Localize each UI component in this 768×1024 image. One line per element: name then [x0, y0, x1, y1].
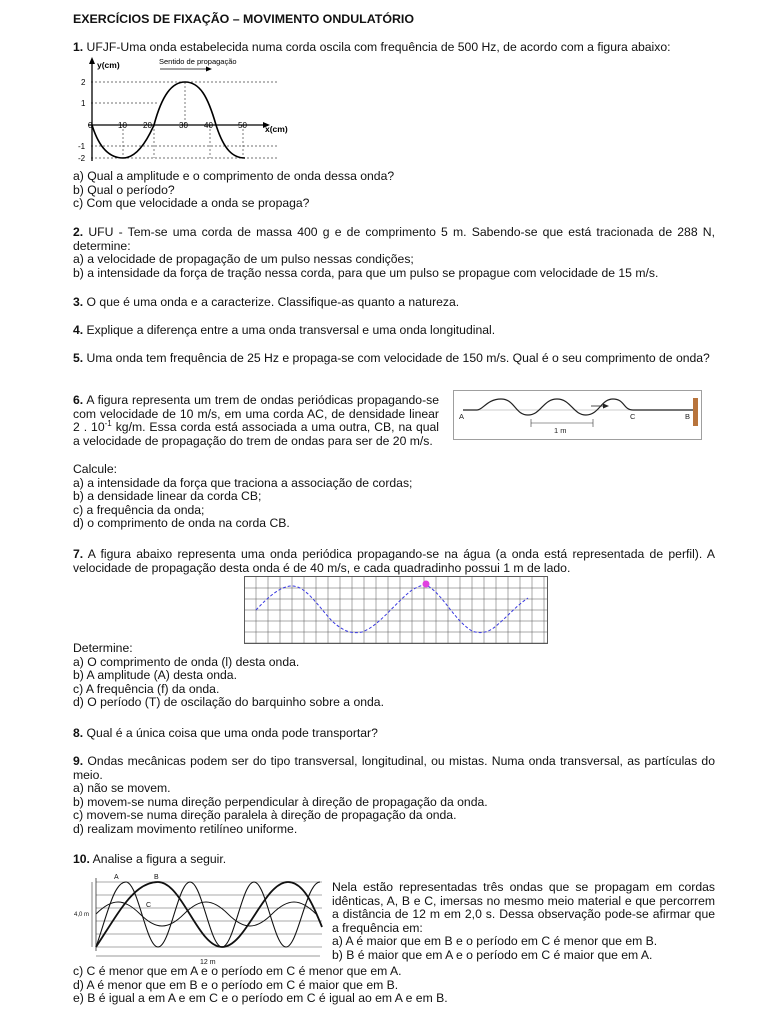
- x-axis-label: x(cm): [265, 124, 288, 134]
- length-label: 12 m: [200, 959, 216, 966]
- item: a) a intensidade da força que traciona a associação de cordas;: [73, 475, 413, 490]
- question-2: [73, 226, 715, 280]
- question-text: A figura representa um trem de ondas periódicas propagando-se com velocidade de 10 m/s, em uma corda AC, de densidade linear 2 . 10: [73, 393, 439, 435]
- question-number: 3.: [73, 295, 84, 309]
- wave-a-label: A: [114, 874, 119, 881]
- question-text: A figura abaixo representa uma onda periódica propagando-se na água (a onda está representada de perfil). A velocidade de propagação desta onda é de 40 m/s, e cada quadradinho possui 1 m de lado.: [73, 547, 715, 575]
- item: d) O período (T) de oscilação do barquinho sobre a onda.: [73, 695, 384, 710]
- question-number: 4.: [73, 323, 84, 337]
- figure-7-water-wave: [244, 576, 548, 644]
- superscript: -1: [104, 419, 112, 429]
- point-b-label: B: [685, 412, 691, 421]
- figure-6-rope: [453, 390, 703, 440]
- height-label: 4,0 m: [74, 912, 90, 918]
- question-text: Nela estão representadas três ondas que se propagam em cordas idênticas, A, B e C, imersas no mesmo meio material e que percorrem a distância de 12 m em 2,0 s. Dessa observação pode-se afirmar que a frequência em:: [332, 880, 715, 935]
- question-number: 5.: [73, 351, 84, 365]
- question-9: [73, 755, 715, 837]
- question-text: Explique a diferença entre a uma onda transversal e uma onda longitudinal.: [83, 323, 496, 337]
- question-number: 10.: [73, 852, 90, 866]
- question-5: [73, 352, 715, 366]
- x-tick-label: 20: [143, 121, 152, 130]
- question-number: 9.: [73, 754, 84, 768]
- question-text: Analise a figura a seguir.: [89, 852, 227, 866]
- item: b) a intensidade da força de tração nessa corda, para que um pulso se propague com velocidade de 15 m/s.: [73, 265, 659, 280]
- x-tick-label: 40: [204, 121, 213, 130]
- point-a-label: A: [459, 412, 465, 421]
- question-text: UFJF-Uma onda estabelecida numa corda oscila com frequência de 500 Hz, de acordo com a figura abaixo:: [83, 40, 671, 54]
- wave-c-label: C: [146, 902, 152, 909]
- item: e) B é igual a em A e em C e o período em C é igual ao em A e em B.: [73, 991, 448, 1006]
- question-text: Ondas mecânicas podem ser do tipo transversal, longitudinal, ou mistas. Numa onda transversal, as partículas do meio.: [73, 754, 715, 782]
- scale-label: 1 m: [554, 426, 567, 435]
- item: d) realizam movimento retilíneo uniforme.: [73, 821, 298, 836]
- item: a) A é maior que em B e o período em C é menor que em B.: [332, 934, 658, 949]
- item: c) A frequência (f) da onda.: [73, 681, 220, 696]
- y-tick-label: -1: [78, 142, 86, 151]
- item: d) o comprimento de onda na corda CB.: [73, 516, 290, 531]
- question-number: 2.: [73, 225, 84, 239]
- point-c-label: C: [630, 412, 636, 421]
- figure-1-wave-graph: [78, 55, 318, 167]
- question-6-items: [73, 463, 715, 531]
- item: a) não se movem.: [73, 781, 171, 796]
- y-tick-label: 2: [81, 78, 86, 87]
- question-number: 6.: [73, 393, 84, 407]
- direction-label: Sentido de propagação: [159, 57, 237, 66]
- question-text: O que é uma onda e a caracterize. Classifique-as quanto a natureza.: [83, 295, 460, 309]
- question-8: [73, 727, 715, 741]
- calculate-label: Calcule:: [73, 462, 118, 476]
- question-1: [73, 41, 715, 55]
- question-7-items: [73, 642, 715, 710]
- wave-b-label: B: [154, 874, 159, 881]
- question-10: [73, 853, 715, 867]
- figure-10-three-waves: [74, 872, 326, 966]
- question-6: [73, 394, 439, 448]
- question-number: 7.: [73, 547, 84, 561]
- determine-label: Determine:: [73, 641, 133, 655]
- origin-label: 0: [88, 121, 93, 130]
- question-number: 1.: [73, 40, 84, 54]
- question-text: kg/m. Essa corda está associada a uma outra, CB, na qual a velocidade de propagação do trem de ondas para ser de 20 m/s.: [73, 420, 440, 448]
- question-text: UFU - Tem-se uma corda de massa 400 g e de comprimento 5 m. Sabendo-se que está tracionada de 288 N, determine:: [73, 225, 715, 253]
- item: a) Qual a amplitude e o comprimento de onda dessa onda?: [73, 169, 395, 183]
- y-tick-label: -2: [78, 154, 86, 163]
- item: b) B é maior que em A e o período em C é maior que em A.: [332, 947, 653, 962]
- x-tick-label: 50: [238, 121, 247, 130]
- item: c) C é menor que em A e o período em C é menor que em A.: [73, 964, 402, 978]
- question-3: [73, 296, 715, 310]
- question-number: 8.: [73, 726, 84, 740]
- item: d) A é menor que em B e o período em C é maior que em B.: [73, 977, 399, 992]
- question-text: Qual é a única coisa que uma onda pode transportar?: [83, 726, 378, 740]
- item: c) movem-se numa direção paralela à direção de propagação da onda.: [73, 808, 457, 823]
- question-7: [73, 548, 715, 575]
- item: b) Qual o período?: [73, 182, 175, 197]
- question-text: Uma onda tem frequência de 25 Hz e propaga-se com velocidade de 150 m/s. Qual é o seu comprimento de onda?: [83, 351, 710, 365]
- item: b) A amplitude (A) desta onda.: [73, 668, 237, 683]
- item: a) a velocidade de propagação de um pulso nessas condições;: [73, 252, 414, 267]
- item: b) movem-se numa direção perpendicular à direção de propagação da onda.: [73, 794, 488, 809]
- item: b) a densidade linear da corda CB;: [73, 489, 262, 504]
- item: c) Com que velocidade a onda se propaga?: [73, 196, 310, 211]
- item: c) a frequência da onda;: [73, 502, 205, 517]
- question-4: [73, 324, 715, 338]
- question-10-side-text: [332, 881, 715, 963]
- y-axis-label: y(cm): [97, 60, 120, 70]
- x-tick-label: 10: [118, 121, 127, 130]
- x-tick-label: 30: [179, 121, 188, 130]
- question-1-items: [73, 170, 715, 211]
- y-tick-label: 1: [81, 99, 86, 108]
- page-title: EXERCÍCIOS DE FIXAÇÃO – MOVIMENTO ONDULATÓRIO: [73, 12, 414, 26]
- item: a) O comprimento de onda (l) desta onda.: [73, 654, 300, 669]
- question-10-items: [73, 965, 715, 1006]
